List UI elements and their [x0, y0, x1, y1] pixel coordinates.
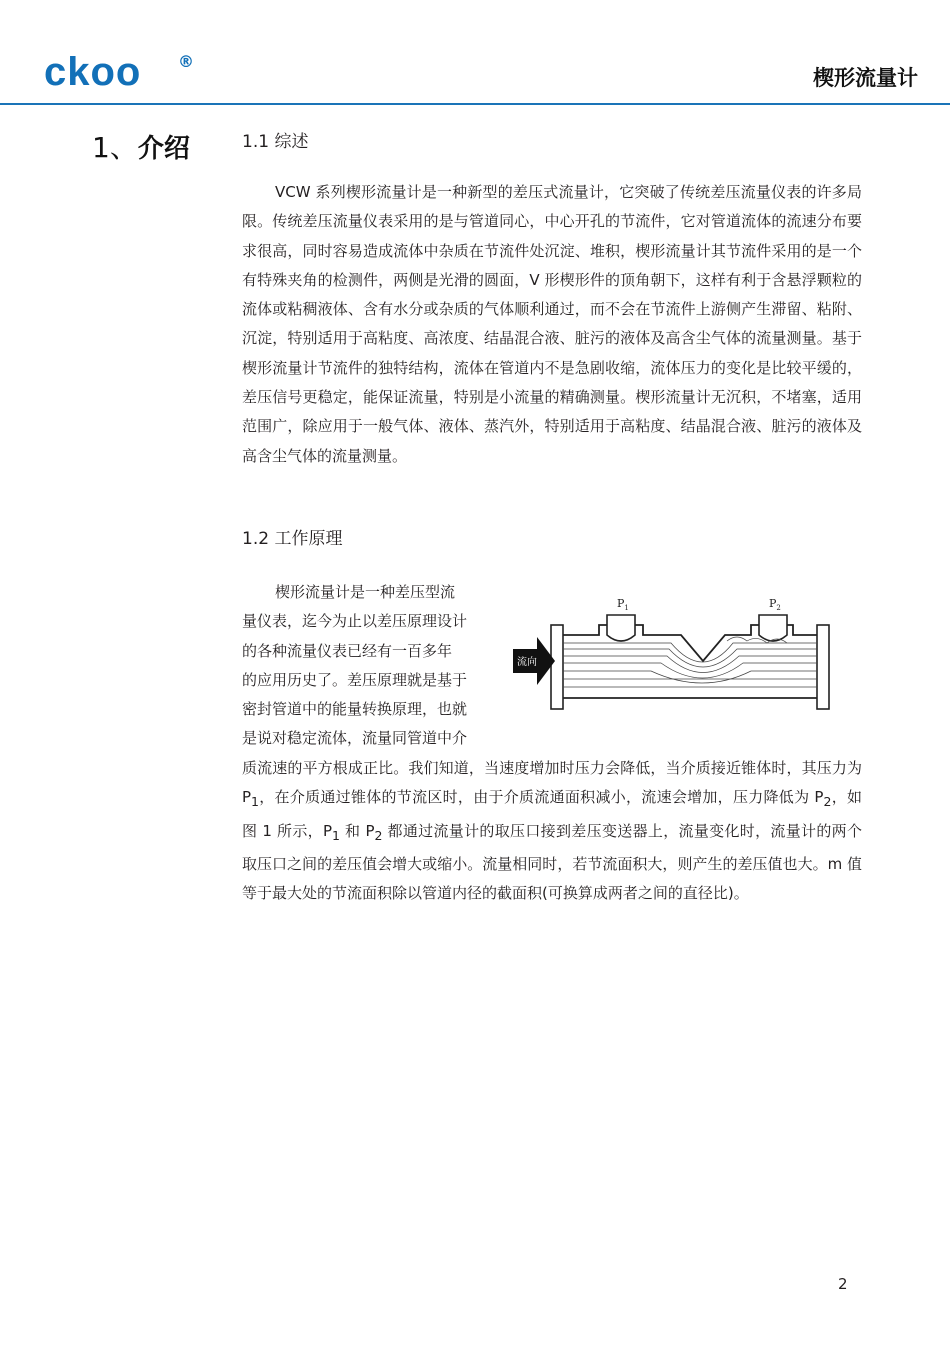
principle-line: 的各种流量仪表已经有一百多年 — [242, 641, 453, 660]
overview-heading: 1.1 综述 — [242, 132, 309, 152]
principle-line: 是说对稳定流体，流量同管道中介 — [242, 729, 468, 748]
principle-heading: 1.2 工作原理 — [242, 529, 343, 549]
principle-text-beside-figure — [242, 578, 492, 754]
p1-pressure-tap — [607, 615, 635, 641]
header-divider — [0, 103, 950, 105]
section-title — [92, 128, 190, 169]
flow-direction-label: 流向 — [517, 657, 537, 668]
left-flange — [551, 625, 563, 709]
principle-line: 的应用历史了。差压原理就是基于 — [242, 670, 468, 689]
document-title: 楔形流量计 — [813, 66, 918, 90]
brand-logo: ckoo — [44, 50, 142, 94]
principle-line: 密封管道中的能量转换原理，也就 — [242, 700, 468, 719]
overview-paragraph: VCW 系列楔形流量计是一种新型的差压式流量计，它突破了传统差压流量仪表的许多局限。传统差压流量仪表采用的是与管道同心，中心开孔的节流件，它对管道流体的流速分布要求很高，同时容易造成流体中杂质在节流件处沉淀、堆积，楔形流量计其节流件采用的是一个有特殊夹角的检测件，两侧是光滑的圆面，V 形楔形件的顶角朝下，这样有利于含悬浮颗粒的流体或粘稠液体、含有水分或杂质的气体顺利通过，而不会在节流件上游侧产生滞留、粘附、沉淀，特别适用于高粘度、高浓度、结晶混合液、脏污的液体及高含尘气体的流量测量。基于楔形流量计节流件的独特结构，流体在管道内不是急剧收缩，流体压力的变化是比较平缓的，差压信号更稳定，能保证流量，特别是小流量的精确测量。楔形流量计无沉积，不堵塞，适用范围广，除应用于一般气体、液体、蒸汽外，特别适用于高粘度、结晶混合液、脏污的液体及高含尘气体的流量测量。 — [242, 183, 862, 465]
section-name: 介绍 — [137, 134, 190, 164]
p2-pressure-tap — [759, 615, 787, 641]
right-flange — [817, 625, 829, 709]
page-number: 2 — [838, 1275, 848, 1293]
principle-paragraph: 质流速的平方根成正比。我们知道，当速度增加时压力会降低，当介质接近锥体时，其压力为 $P_1$，在介质通过锥体的节流区时，由于介质流通面积减小，流速会增加，压力降低为 $P_2$，如图 1 所示，$P_1$ 和 $P_2$ 都通过流量计的取压口接到差压变送器上，流量变化时，流量计的两个取压口之间的差压值会增大或缩小。流量相同时，若节流面积大，则产生的差压值也大。m 值等于最大处的节流面积除以管道内径的截面积(可换算成两者之间的直径比)。 — [242, 759, 862, 903]
principle-line: 量仪表，迄今为止以差压原理设计 — [242, 612, 468, 631]
p1-label: $P_1$ — [617, 597, 629, 612]
wedge-flowmeter-diagram — [511, 585, 851, 720]
p2-label: $P_2$ — [769, 597, 781, 612]
section-number: 1、 — [92, 131, 138, 164]
principle-line: 楔形流量计是一种差压型流 — [275, 583, 456, 601]
registered-mark: ® — [178, 52, 194, 71]
